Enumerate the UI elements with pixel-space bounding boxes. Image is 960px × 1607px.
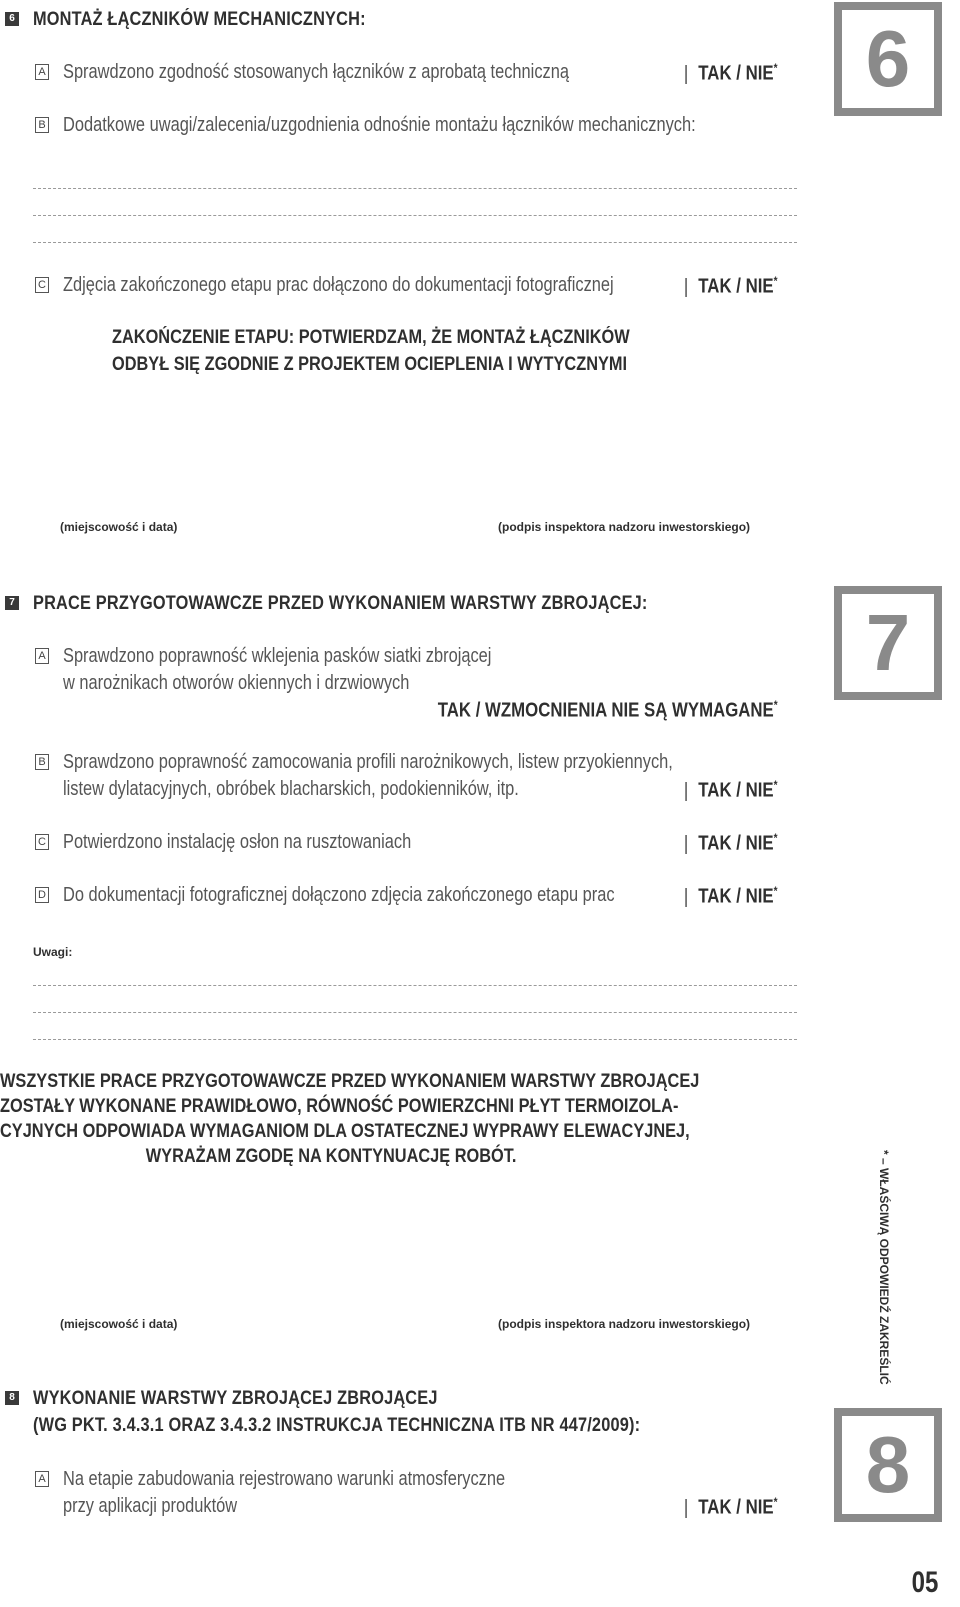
notes-label: Uwagi: [33,945,73,959]
notes-line[interactable] [33,188,797,189]
section-8-badge: 8 [834,1408,942,1522]
notes-line[interactable] [33,215,797,216]
section-8-title-line1: WYKONANIE WARSTWY ZBROJĄCEJ ZBROJĄCEJ [33,1388,438,1409]
notes-line[interactable] [33,1039,797,1040]
section-6-confirmation: ZAKOŃCZENIE ETAPU: POTWIERDZAM, ŻE MONTAŻ ŁĄCZNIKÓW ODBYŁ SIĘ ZGODNIE Z PROJEKTEM OCIEPLENIA I WYTYCZNYMI [112,327,630,375]
item-8a-text-line2: przy aplikacji produktów [63,1495,238,1517]
item-6a-answer[interactable]: | TAK / NIE* [684,61,778,85]
item-7d-letter: D [35,887,49,903]
item-7b-text-line2: listew dylatacyjnych, obróbek blacharskich, podokienników, itp. [63,778,519,800]
section-8-number: 8 [5,1391,19,1405]
notes-line[interactable] [33,242,797,243]
section-7-number: 7 [5,596,19,610]
item-7d-answer[interactable]: | TAK / NIE* [684,884,778,908]
item-6a-letter: A [35,64,49,80]
item-6b-letter: B [35,117,49,133]
item-7a-answer[interactable]: TAK / WZMOCNIENIA NIE SĄ WYMAGANE* [438,698,778,722]
section-6-badge: 6 [834,2,942,116]
notes-line[interactable] [33,1012,797,1013]
section-8-title-line2: (WG PKT. 3.4.3.1 ORAZ 3.4.3.2 INSTRUKCJA TECHNICZNA ITB NR 447/2009): [33,1415,641,1436]
section-7-title: PRACE PRZYGOTOWAWCZE PRZED WYKONANIEM WARSTWY ZBROJĄCEJ: [33,593,648,614]
item-7d-text: Do dokumentacji fotograficznej dołączono zdjęcia zakończonego etapu prac [63,884,615,906]
section-7-place-date-label: (miejscowość i data) [60,1317,178,1331]
item-7c-answer[interactable]: | TAK / NIE* [684,831,778,855]
section-7-final-statement: WSZYSTKIE PRACE PRZYGOTOWAWCZE PRZED WYKONANIEM WARSTWY ZBROJĄCEJ ZOSTAŁY WYKONANE PRAWIDŁOWO, RÓWNOŚĆ POWIERZCHNI PŁYT TERMOIZOLA- CYJNYCH ODPOWIADA WYMAGANIOM DLA OSTATECZNEJ WYPRAWY ELEWACYJNEJ, WYRAŻAM ZGODĘ NA KONTYNUACJĘ ROBÓT. [0,1071,700,1167]
notes-line[interactable] [33,985,797,986]
section-6-place-date-label: (miejscowość i data) [60,520,178,534]
item-7c-text: Potwierdzono instalację osłon na rusztowaniach [63,831,412,853]
section-7-badge: 7 [834,586,942,700]
item-8a-answer[interactable]: | TAK / NIE* [684,1495,778,1519]
item-6c-text: Zdjęcia zakończonego etapu prac dołączono do dokumentacji fotograficznej [63,274,614,296]
section-7-signature-label: (podpis inspektora nadzoru inwestorskiego) [498,1317,751,1331]
item-7b-answer[interactable]: | TAK / NIE* [684,778,778,802]
item-7b-letter: B [35,754,49,770]
item-7b-text-line1: Sprawdzono poprawność zamocowania profili narożnikowych, listew przyokiennych, [63,751,673,773]
section-6-title: MONTAŻ ŁĄCZNIKÓW MECHANICZNYCH: [33,9,366,30]
item-7a-text-line2: w narożnikach otworów okiennych i drzwiowych [63,672,410,694]
item-7a-letter: A [35,648,49,664]
page-number: 05 [911,1566,938,1599]
section-6-number: 6 [5,12,19,26]
item-8a-letter: A [35,1471,49,1487]
section-6-signature-label: (podpis inspektora nadzoru inwestorskiego) [498,520,751,534]
item-6a-text: Sprawdzono zgodność stosowanych łączników z aprobatą techniczną [63,61,569,83]
item-6b-text: Dodatkowe uwagi/zalecenia/uzgodnienia odnośnie montażu łączników mechanicznych: [63,114,696,136]
item-6c-answer[interactable]: | TAK / NIE* [684,274,778,298]
item-7a-text-line1: Sprawdzono poprawność wklejenia pasków siatki zbrojącej [63,645,492,667]
item-6c-letter: C [35,277,49,293]
item-8a-text-line1: Na etapie zabudowania rejestrowano warunki atmosferyczne [63,1468,506,1490]
item-7c-letter: C [35,834,49,850]
footnote: * – WŁAŚCIWĄ ODPOWIEDŹ ZAKREŚLIĆ [877,1150,891,1385]
